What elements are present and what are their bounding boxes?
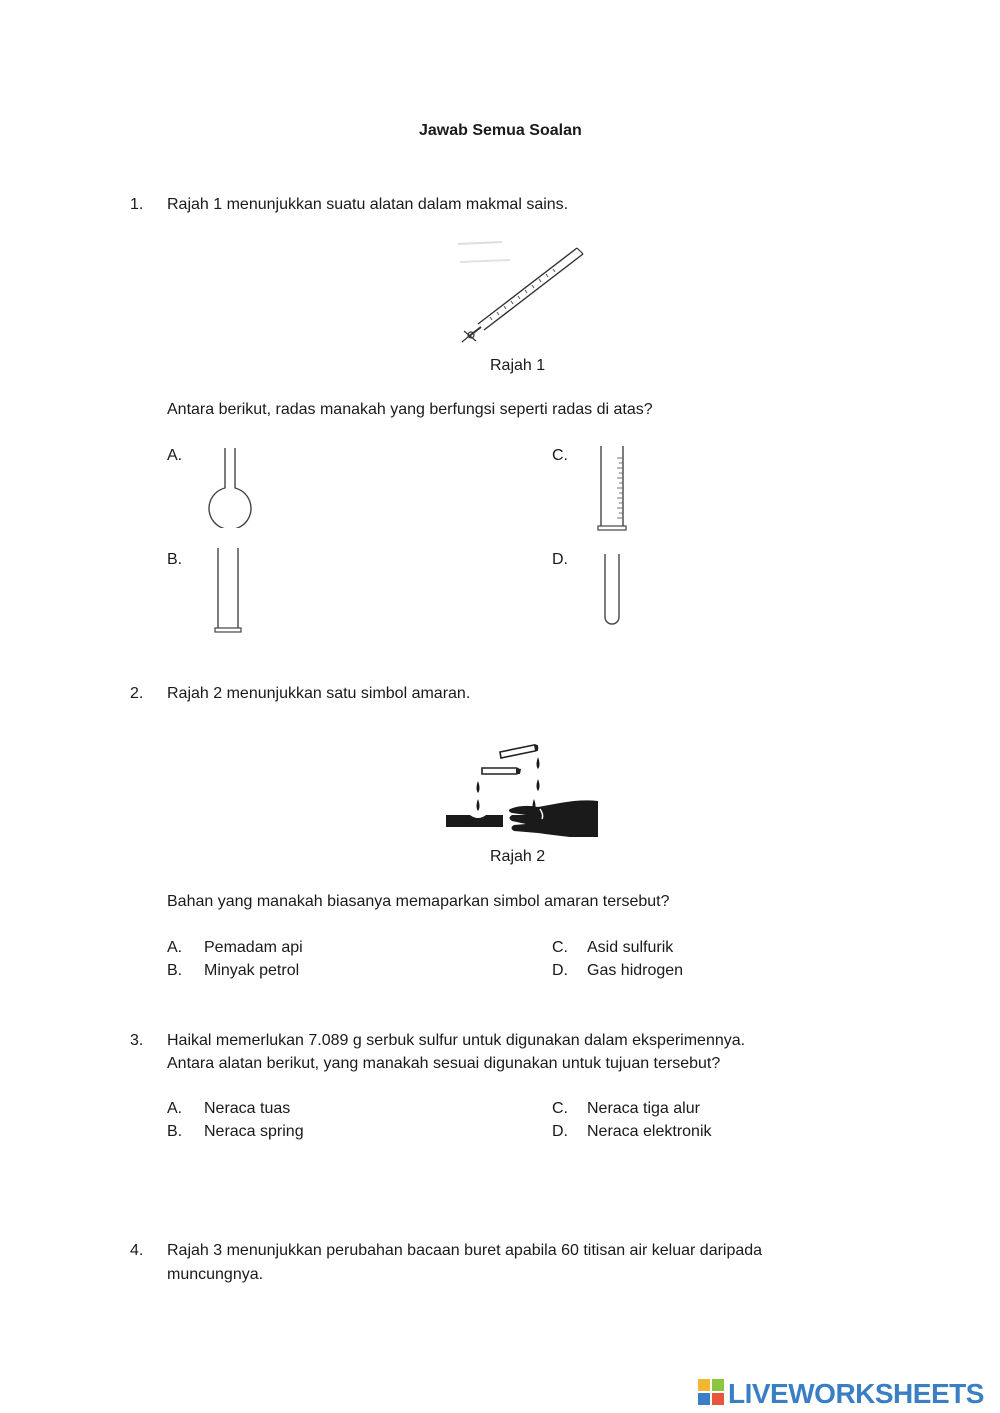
q3-option-b-letter[interactable]: B.: [167, 1123, 183, 1140]
question-3-text-line2: Antara alatan berikut, yang manakah sesuai digunakan untuk tujuan tersebut?: [167, 1055, 721, 1072]
liveworksheets-logo-text: LIVEWORKSHEETS: [728, 1378, 984, 1409]
q2-option-c-text[interactable]: Asid sulfurik: [587, 939, 674, 956]
option-a-letter[interactable]: A.: [167, 447, 183, 464]
question-4-text-line1: Rajah 3 menunjukkan perubahan bacaan buret apabila 60 titisan air keluar daripada: [167, 1242, 763, 1259]
question-4-text-line2: muncungnya.: [167, 1266, 264, 1283]
question-3-number: 3.: [130, 1032, 144, 1049]
q2-option-c-letter[interactable]: C.: [552, 939, 568, 956]
q3-option-d-letter[interactable]: D.: [552, 1123, 568, 1140]
test-tube-icon[interactable]: [601, 552, 623, 628]
q2-option-a-text[interactable]: Pemadam api: [204, 939, 303, 956]
q3-option-d-text[interactable]: Neraca elektronik: [587, 1123, 712, 1140]
q3-option-a-letter[interactable]: A.: [167, 1100, 183, 1117]
burette-figure: [452, 234, 587, 354]
measuring-cylinder-icon[interactable]: [212, 546, 246, 636]
q3-option-a-text[interactable]: Neraca tuas: [204, 1100, 291, 1117]
page-title: Jawab Semua Soalan: [419, 122, 582, 139]
figure-1-caption: Rajah 1: [490, 357, 546, 374]
liveworksheets-logo-icon: [698, 1379, 724, 1410]
q2-option-a-letter[interactable]: A.: [167, 939, 183, 956]
q2-option-b-text[interactable]: Minyak petrol: [204, 962, 300, 979]
graduated-cylinder-icon[interactable]: [595, 444, 631, 532]
question-1-text: Rajah 1 menunjukkan suatu alatan dalam makmal sains.: [167, 196, 569, 213]
q2-option-d-text[interactable]: Gas hidrogen: [587, 962, 684, 979]
question-1-number: 1.: [130, 196, 144, 213]
volumetric-flask-icon[interactable]: [205, 446, 255, 528]
q3-option-b-text[interactable]: Neraca spring: [204, 1123, 304, 1140]
option-c-letter[interactable]: C.: [552, 447, 568, 464]
question-2-number: 2.: [130, 685, 144, 702]
question-2-text: Rajah 2 menunjukkan satu simbol amaran.: [167, 685, 471, 702]
figure-2-caption: Rajah 2: [490, 848, 546, 865]
question-4-number: 4.: [130, 1242, 144, 1259]
question-1-prompt: Antara berikut, radas manakah yang berfungsi seperti radas di atas?: [167, 401, 653, 418]
corrosive-warning-icon: [430, 727, 605, 842]
question-2-prompt: Bahan yang manakah biasanya memaparkan simbol amaran tersebut?: [167, 893, 670, 910]
q2-option-b-letter[interactable]: B.: [167, 962, 183, 979]
q3-option-c-letter[interactable]: C.: [552, 1100, 568, 1117]
option-b-letter[interactable]: B.: [167, 551, 183, 568]
question-3-text-line1: Haikal memerlukan 7.089 g serbuk sulfur untuk digunakan dalam eksperimennya.: [167, 1032, 746, 1049]
q2-option-d-letter[interactable]: D.: [552, 962, 568, 979]
q3-option-c-text[interactable]: Neraca tiga alur: [587, 1100, 700, 1117]
liveworksheets-logo[interactable]: [698, 1378, 984, 1410]
option-d-letter[interactable]: D.: [552, 551, 568, 568]
